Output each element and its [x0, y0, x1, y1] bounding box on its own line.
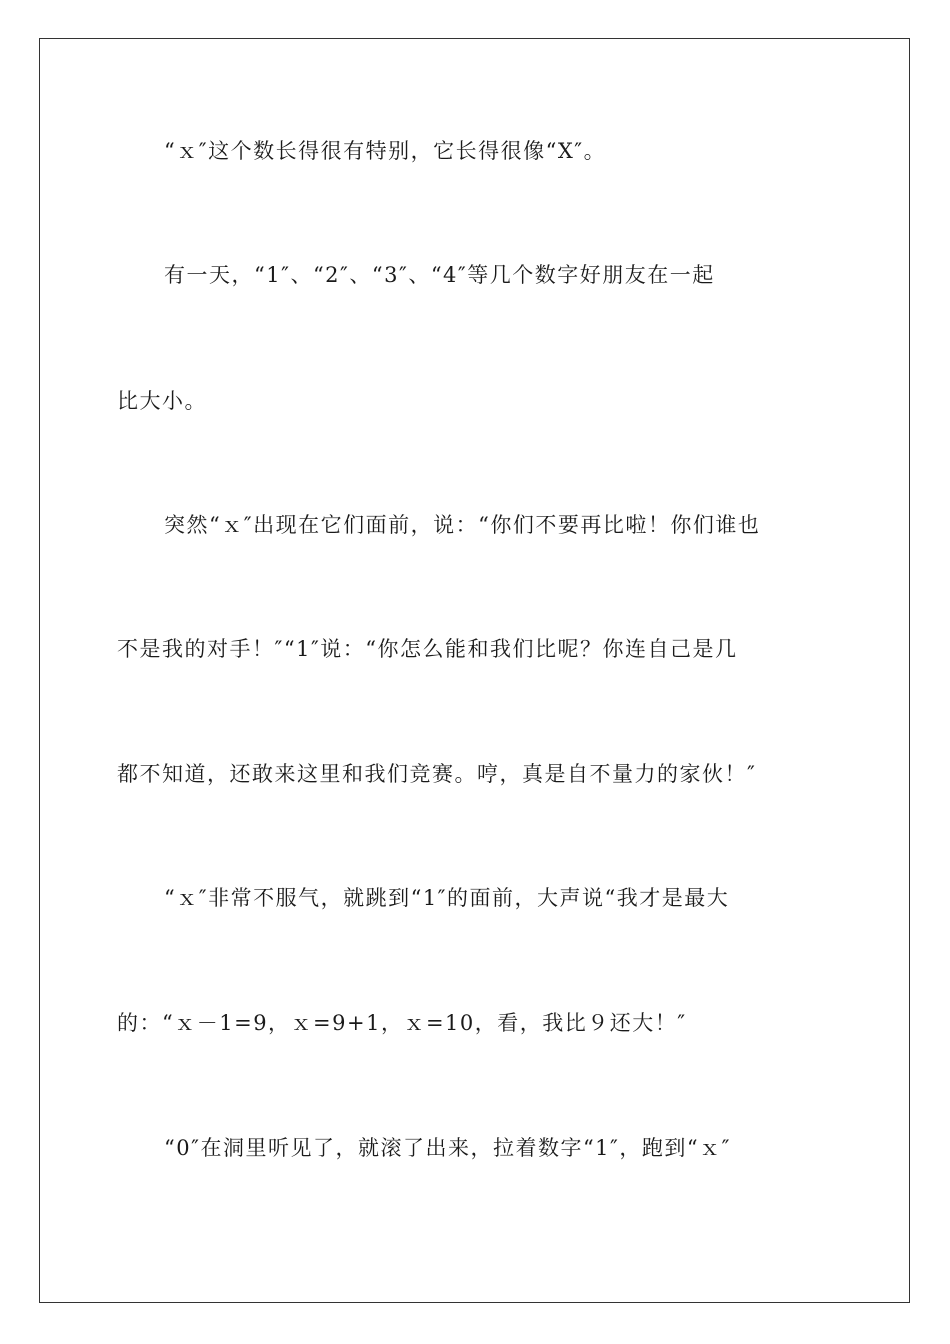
text-line: “ｘ″非常不服气，就跳到“1″的面前，大声说“我才是最大 — [164, 886, 730, 910]
text-line: 不是我的对手！″“1″说：“你怎么能和我们比呢？你连自己是几 — [117, 637, 738, 661]
page-frame — [39, 38, 910, 1303]
text-line: 的：“ｘ－1=9，ｘ=9+1，ｘ=10，看，我比９还大！″ — [117, 1011, 687, 1035]
text-line: 突然“ｘ″出现在它们面前，说：“你们不要再比啦！你们谁也 — [164, 513, 761, 537]
text-line: “0″在洞里听见了，就滚了出来，拉着数字“1″，跑到“ｘ″ — [164, 1136, 731, 1160]
text-line: 比大小。 — [117, 389, 207, 413]
text-line: 有一天，“1″、“2″、“3″、“4″等几个数字好朋友在一起 — [164, 263, 715, 287]
text-line: “ｘ″这个数长得很有特别，它长得很像“X″。 — [164, 139, 607, 163]
text-line: 都不知道，还敢来这里和我们竞赛。哼，真是自不量力的家伙！″ — [117, 762, 757, 786]
